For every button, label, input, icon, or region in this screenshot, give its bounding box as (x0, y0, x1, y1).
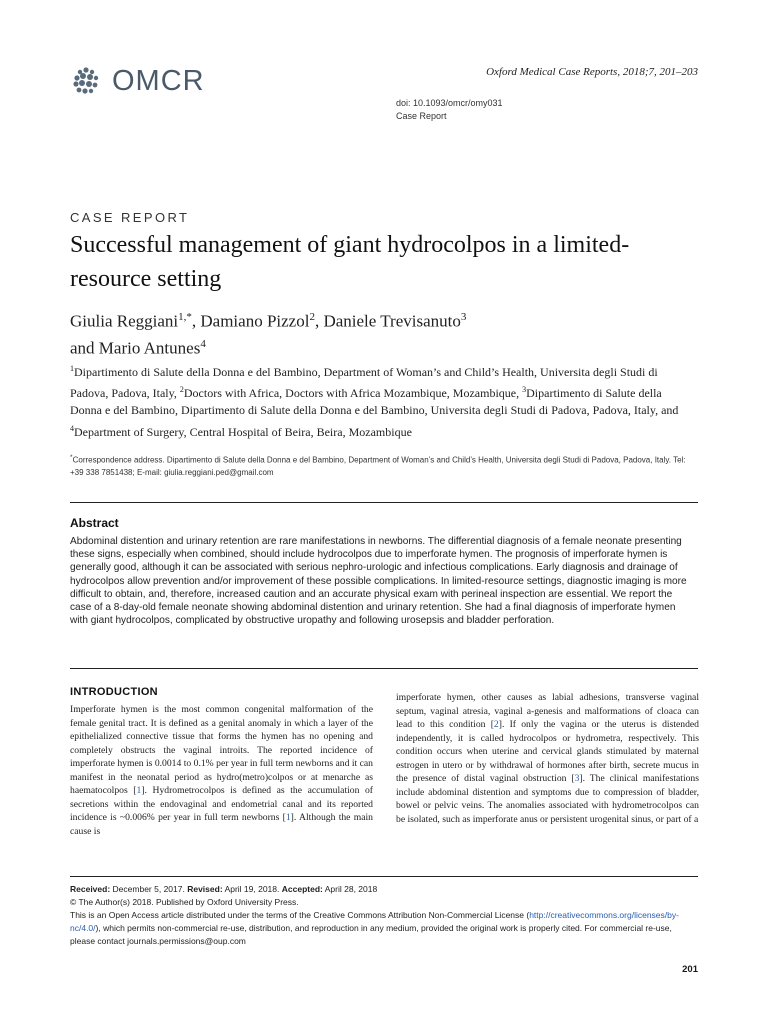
correspondence: *Correspondence address. Dipartimento di Salute della Donna e del Bambino, Department of Woman’s and Child’s Health, Universita degli Studi di Padova, Padova, Italy. Tel: +39 338 7851438; E-mail: giulia.reggiani.ped@gmail.com (70, 454, 686, 477)
body-text: ]. Hydrometrocolpos is defined as the accumulation of secretions within the endovaginal and endometrial canal and its reported incidence is ~0.006% per year in full term newborns [ (70, 785, 373, 823)
body-text: ]. If only the vagina or the uterus is distended independently, it is called hydrocolpos or hydrometra, respectively. This condition occurs when uterine and cervical glands stimulated by maternal estrogen in utero or by withdrawal of hormones after birth, secrete mucus in the presence of distal vaginal obstruction [ (396, 719, 699, 784)
abstract-heading: Abstract (70, 516, 119, 530)
body-text: imperforate hymen, other causes as labial adhesions, transverse vaginal septum, vaginal atresia, vaginal a-genesis and malformations of cloaca can lead to this condition [ (396, 692, 699, 730)
citation-link[interactable]: 1 (285, 812, 291, 823)
journal-logo (70, 64, 205, 98)
article-type: Case Report (396, 111, 447, 121)
author-affiliation-marker: 3 (460, 311, 467, 323)
author-name: Giulia Reggiani (70, 311, 179, 331)
affiliations (70, 360, 690, 441)
affiliation-text: Department of Surgery, Central Hospital of Beira, Beira, Mozambique (74, 424, 412, 439)
citation-link[interactable]: 1 (136, 785, 142, 796)
author-affiliation-marker: 4 (200, 337, 206, 350)
page-number: 201 (682, 964, 698, 975)
intro-left-column (70, 703, 373, 838)
author-list: Giulia Reggiani$^{1,*}$, Damiano Pizzol$^2$, Daniele Trevisanuto$^3$ and Mario Antunes$^4$ (70, 311, 467, 358)
author-name: Damiano Pizzol (200, 311, 310, 331)
copyright-line: © The Author(s) 2018. Published by Oxford University Press. (70, 897, 299, 907)
journal-citation: Oxford Medical Case Reports, 2018;7, 201–203 (486, 66, 698, 78)
author-name: Daniele Trevisanuto (323, 311, 461, 331)
affiliation-marker: 1 (70, 364, 74, 373)
doi-block (396, 97, 503, 123)
section-label: CASE REPORT (70, 210, 190, 225)
affiliation-marker: 3 (522, 385, 527, 395)
logo-text: OMCR (112, 64, 205, 97)
doi[interactable]: doi: 10.1093/omcr/omy031 (396, 98, 503, 108)
body-text: Imperforate hymen is the most common congenital malformation of the female genital tract. It is defined as a genital anomaly in which a layer of the epithelialized connective tissue that forms the hymen has no opening and completely obstructs the vaginal introits. The reported incidence of imperforate hymen is 0.0014 to 0.1% per year in full term newborns and it can manifest in the neonatal period as hydro(metro)colpos or at menarche as haematocolpos [ (70, 704, 373, 796)
license-text: This is an Open Access article distributed under the terms of the Creative Commons Attribution Non-Commercial License (http://creativecommons.org/licenses/by-nc/4.0/), which permits non-commercial re-use, distribution, and reproduction in any medium, provided the original work is properly cited. For commercial re-use, please contact journals.permissions@oup.com (70, 910, 679, 946)
affiliation-text: Doctors with Africa, Doctors with Africa Mozambique, Mozambique, (183, 386, 523, 401)
body-text: ]. Although the main cause is (70, 812, 373, 837)
license-link[interactable]: http://creativecommons.org/licenses/by-nc/4.0/ (70, 910, 679, 933)
affiliation-marker: 4 (70, 423, 74, 433)
author-name: Mario Antunes (98, 338, 201, 358)
intro-right-column (396, 691, 699, 826)
divider-footer (70, 876, 698, 877)
article-title: Successful management of giant hydrocolpos in a limited-resource setting (70, 232, 630, 292)
article-footer (70, 883, 698, 948)
affiliation-text: Dipartimento di Salute della Donna e del Bambino, Department of Woman’s and Child’s Health, Universita degli Studi di Padova, Padova, Italy, (70, 365, 658, 401)
body-text: ]. The clinical manifestations include abdominal distention and symptoms due to compression of bladder, bowel or pelvic veins. The anomalies associated with hydrometrocolpos can be isolated, such as imperforate anus or persistent urogenital sinus, or part of a (396, 773, 699, 825)
omcr-logo-icon (70, 64, 104, 98)
author-affiliation-marker: 2 (309, 311, 315, 323)
citation-link[interactable]: 3 (574, 773, 580, 784)
author-affiliation-marker: 1,* (178, 311, 192, 323)
abstract-text: Abdominal distention and urinary retention are rare manifestations in newborns. The differential diagnosis of a female neonate presenting these signs, especially when combined, should include hydrocolpos due to imperforate hymen. The prognosis of imperforate hymen is generally good, although it can be associated with serious nephro-urologic and infectious complications. Early diagnosis and drainage of hydrocolpos allow prevention and/or improvement of these possible complications. In limited-resource settings, diagnostic imaging is more difficult to obtain, and, therefore, increased caution and an accurate physical exam with perineal inspection are essential. We report the case of a 8-day-old female neonate showing abdominal distention and urinary retention. She had a final diagnosis of imperforate hymen with giant hydrocolpos, complicated by obstructive uropathy and following urosepsis and bladder perforation. (70, 536, 687, 627)
citation-link[interactable]: 2 (493, 719, 499, 730)
introduction-heading: INTRODUCTION (70, 686, 158, 698)
affiliation-marker: 2 (179, 385, 184, 395)
divider-abstract (70, 668, 698, 669)
divider-top (70, 502, 698, 503)
affiliation-text: Dipartimento di Salute della Donna e del Bambino, Dipartimento di Salute della Donna e del Bambino, Universita degli Studi di Padova, Padova, Italy, and (70, 386, 679, 418)
dates-line: Received: December 5, 2017. Revised: April 19, 2018. Accepted: April 28, 2018 (70, 884, 378, 894)
